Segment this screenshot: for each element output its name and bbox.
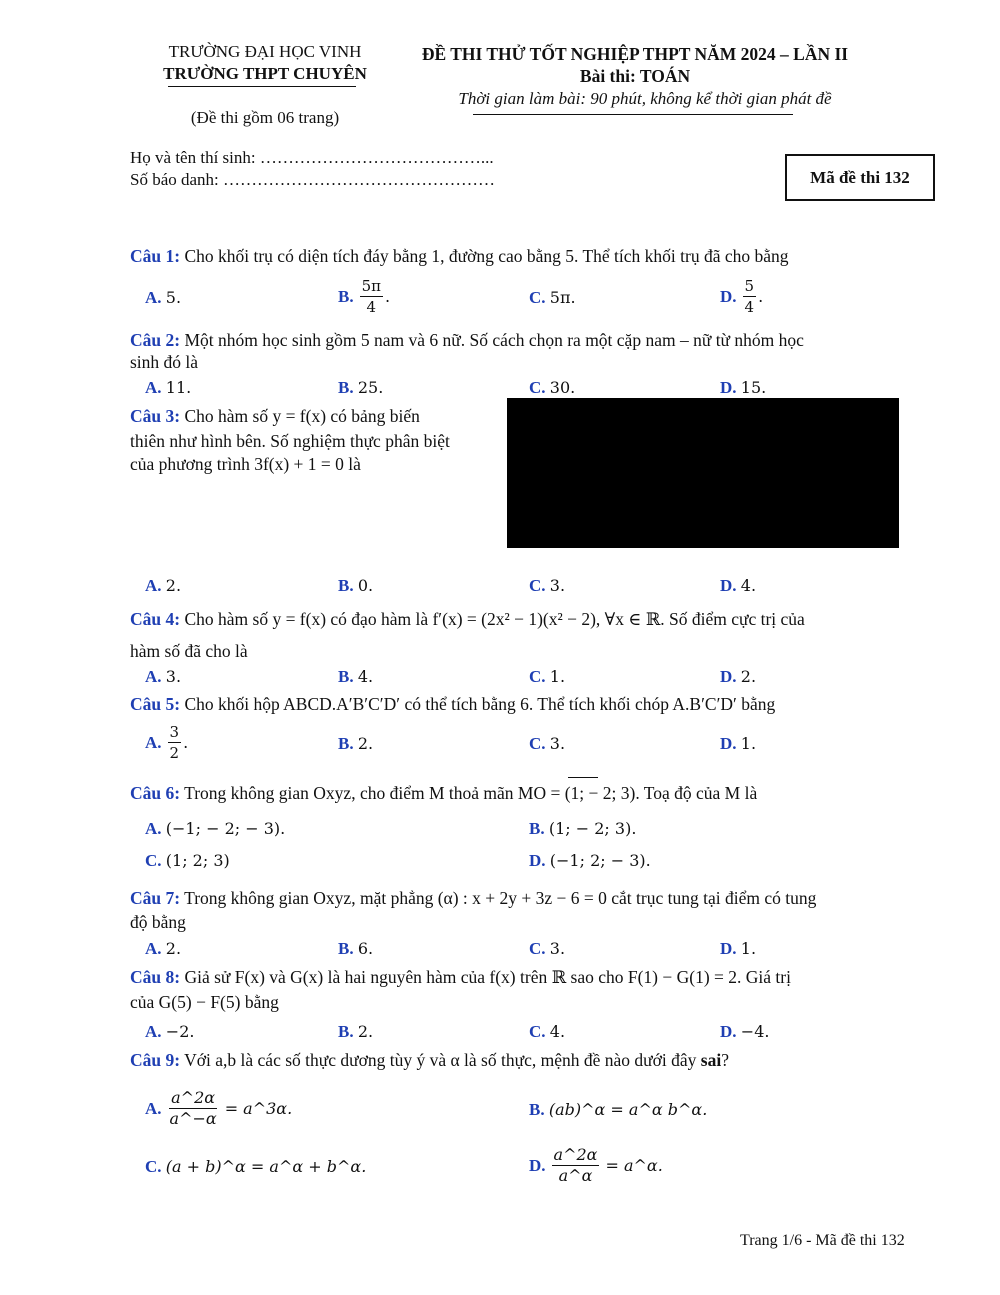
q6-option-c: C. (1; 2; 3) <box>145 851 230 870</box>
question-text: Cho hàm số y = f(x) có bảng biến <box>184 406 420 426</box>
variation-table-image <box>507 398 899 548</box>
question-text: Cho khối hộp ABCD.A′B′C′D′ có thể tích bằng 6. Thể tích khối chóp A.B′C′D′ bằng <box>184 694 776 714</box>
option-letter: D. <box>720 286 737 306</box>
question-text: Cho hàm số y = f(x) có đạo hàm là f′(x) = (2x² − 1)(x² − 2), ∀x ∈ ℝ. Số điểm cực trị của <box>184 609 805 629</box>
question-text: Cho khối trụ có diện tích đáy bằng 1, đường cao bằng 5. Thể tích khối trụ đã cho bằng <box>184 246 789 266</box>
candidate-id-field: Số báo danh: ………………………………………… <box>130 170 496 189</box>
q1-option-d: D. $\frac{5}{4}$ . <box>720 277 764 316</box>
q5-option-d: D. 1. <box>720 734 757 753</box>
q6-option-a: A. (−1; − 2; − 3). <box>145 819 286 838</box>
q2-option-c: C. 30. <box>529 378 576 397</box>
option-fraction: $\frac{5}{4}$ <box>744 277 755 316</box>
q9-option-b: B. (ab)^α = a^α b^α. <box>529 1100 708 1119</box>
q9-option-c: C. (a + b)^α = a^α + b^α. <box>145 1157 367 1176</box>
question-6 <box>130 781 757 805</box>
option-letter: B. <box>338 286 354 306</box>
question-text: Giả sử F(x) và G(x) là hai nguyên hàm của f(x) trên ℝ sao cho F(1) − G(1) = 2. Giá trị <box>184 967 791 987</box>
exam-code: Mã đề thi 132 <box>810 167 910 187</box>
question-label: Câu 3: <box>130 406 181 426</box>
q3-option-a: A. 2. <box>145 576 182 595</box>
q3-option-d: D. 4. <box>720 576 757 595</box>
question-4 <box>130 607 805 631</box>
q5-option-b: B. 2. <box>338 734 374 753</box>
q7-option-b: B. 6. <box>338 939 374 958</box>
time-underline <box>473 114 793 115</box>
q7-option-a: A. 2. <box>145 939 182 958</box>
question-label: Câu 1: <box>130 246 181 266</box>
question-text: Với a,b là các số thực dương tùy ý và α là số thực, mệnh đề nào dưới đây <box>184 1050 697 1070</box>
q4-option-c: C. 1. <box>529 667 566 686</box>
q9-option-a: A. $\frac{a\^{}2\alpha}{a\^{}-\alpha}$ = a^3α. <box>145 1088 293 1128</box>
option-text: 5π. <box>549 288 576 307</box>
q8-option-a: A. −2. <box>145 1022 195 1041</box>
question-2-cont: sinh đó là <box>130 352 199 372</box>
q8-option-c: C. 4. <box>529 1022 566 1041</box>
page-footer: Trang 1/6 - Mã đề thi 132 <box>740 1232 905 1249</box>
question-5 <box>130 692 775 716</box>
q5-option-c: C. 3. <box>529 734 566 753</box>
q1-option-b: B. $\frac{5\pi}{4}$ . <box>338 277 391 316</box>
pages-note: (Đề thi gồm 06 trang) <box>190 108 340 127</box>
option-letter: A. <box>145 288 162 307</box>
q8-option-d: D. −4. <box>720 1022 770 1041</box>
vector-arrow <box>568 777 598 778</box>
question-text: Trong không gian Oxyz, cho điểm M thoả mãn MO = (1; − 2; 3). Toạ độ của M là <box>184 783 758 803</box>
q6-option-d: D. (−1; 2; − 3). <box>529 851 651 870</box>
question-8 <box>130 965 791 989</box>
exam-time: Thời gian làm bài: 90 phút, không kể thời gian phát đề <box>458 89 832 108</box>
option-fraction: $\frac{5\pi}{4}$ <box>361 277 381 316</box>
question-4-cont: hàm số đã cho là <box>130 641 248 661</box>
q7-option-d: D. 1. <box>720 939 757 958</box>
question-label: Câu 5: <box>130 694 181 714</box>
exam-subject: Bài thi: TOÁN <box>579 66 691 86</box>
school-underline <box>168 86 356 87</box>
q4-option-a: A. 3. <box>145 667 182 686</box>
q5-option-a: A. $\frac{3}{2}$ . <box>145 723 189 762</box>
question-text: Trong không gian Oxyz, mặt phẳng (α) : x + 2y + 3z − 6 = 0 cắt trục tung tại điểm có tung <box>184 888 817 908</box>
question-1 <box>130 244 789 268</box>
q1-option-a <box>145 288 181 308</box>
q9-option-d: D. $\frac{a\^{}2\alpha}{a\^{}\alpha}$ = a^α. <box>529 1145 663 1185</box>
q2-option-a: A. 11. <box>145 378 192 397</box>
q2-option-d: D. 15. <box>720 378 767 397</box>
question-9: Câu 9: Với a,b là các số thực dương tùy ý và α là số thực, mệnh đề nào dưới đây sai? <box>130 1050 729 1070</box>
option-text: 5. <box>165 288 182 307</box>
question-label: Câu 4: <box>130 609 181 629</box>
question-3-line3: của phương trình 3f(x) + 1 = 0 là <box>130 454 361 474</box>
question-8-cont: của G(5) − F(5) bằng <box>130 992 279 1012</box>
q6-option-b: B. (1; − 2; 3). <box>529 819 637 838</box>
candidate-name-field: Họ và tên thí sinh: …………………………………... <box>130 148 494 167</box>
q1-option-c <box>529 288 576 308</box>
question-label: Câu 2: <box>130 330 181 350</box>
question-7 <box>130 886 816 910</box>
option-letter: C. <box>529 288 546 307</box>
question-3-line2: thiên như hình bên. Số nghiệm thực phân biệt <box>130 431 450 451</box>
question-3 <box>130 404 420 428</box>
question-label: Câu 7: <box>130 888 181 908</box>
question-label: Câu 9: <box>130 1050 181 1070</box>
question-emphasis: sai <box>700 1050 722 1070</box>
question-label: Câu 8: <box>130 967 181 987</box>
question-2 <box>130 328 804 352</box>
exam-code-box <box>785 154 935 201</box>
q4-option-b: B. 4. <box>338 667 374 686</box>
q3-option-b: B. 0. <box>338 576 374 595</box>
q4-option-d: D. 2. <box>720 667 757 686</box>
exam-title: ĐỀ THI THỬ TỐT NGHIỆP THPT NĂM 2024 – LẦN II <box>421 44 849 64</box>
school-name: TRƯỜNG THPT CHUYÊN <box>163 64 367 83</box>
q3-option-c: C. 3. <box>529 576 566 595</box>
university-name: TRƯỜNG ĐẠI HỌC VINH <box>168 42 362 61</box>
question-label: Câu 6: <box>130 783 181 803</box>
q8-option-b: B. 2. <box>338 1022 374 1041</box>
q2-option-b: B. 25. <box>338 378 384 397</box>
question-text: Một nhóm học sinh gồm 5 nam và 6 nữ. Số cách chọn ra một cặp nam – nữ từ nhóm học <box>184 330 804 350</box>
q7-option-c: C. 3. <box>529 939 566 958</box>
question-7-cont: độ bằng <box>130 912 186 932</box>
